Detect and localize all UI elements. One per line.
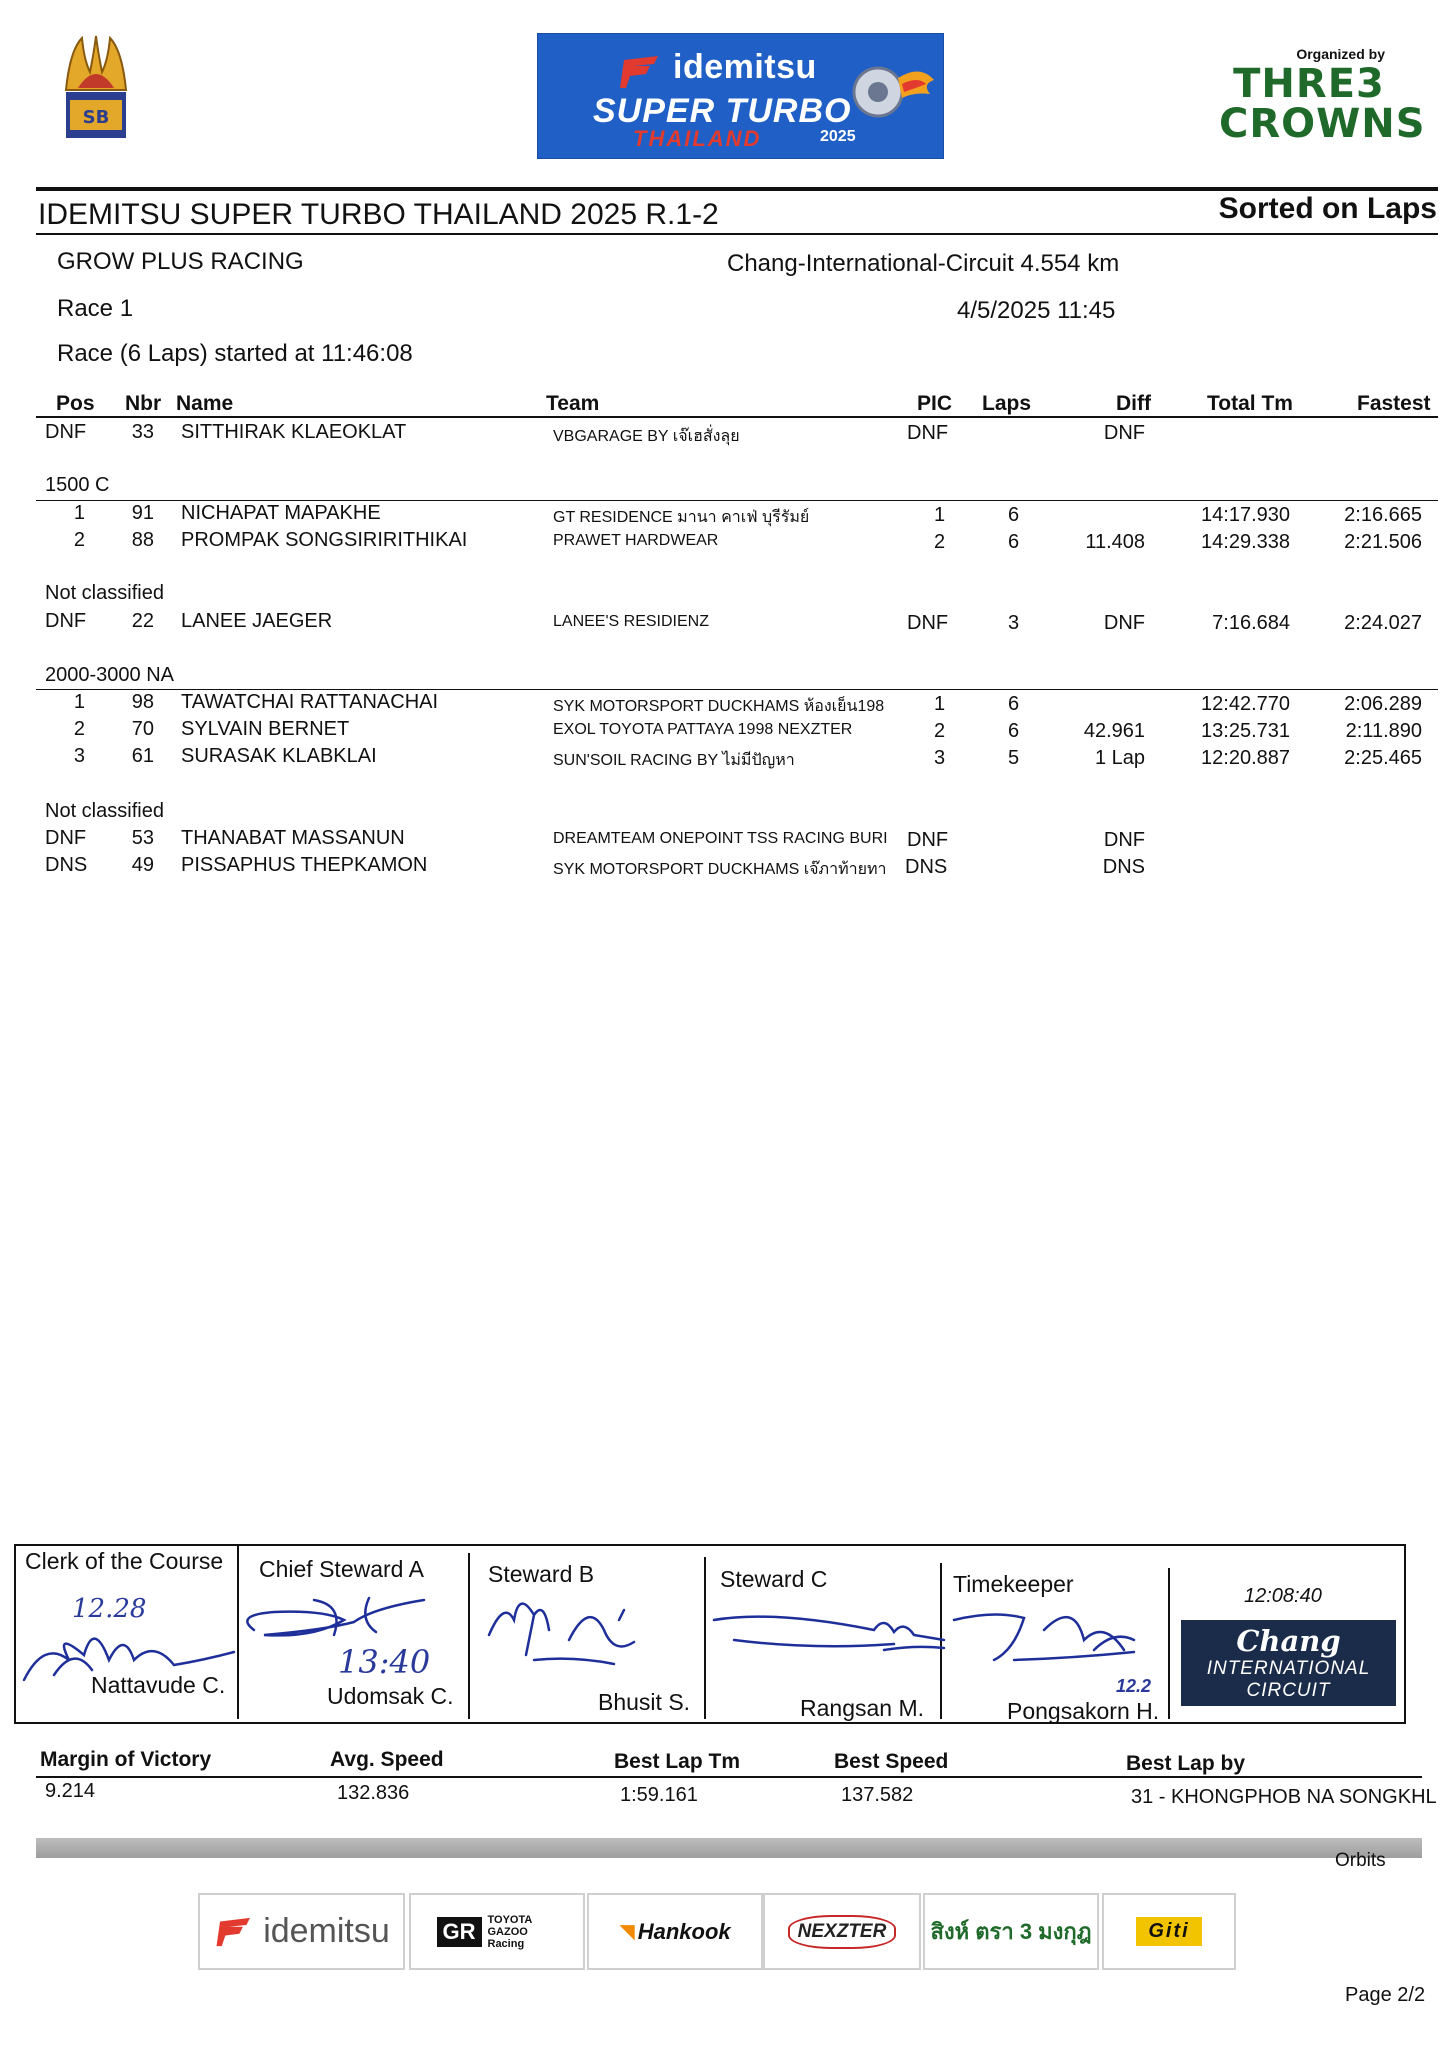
sponsor-three-crowns-beer-logo [923,1893,1099,1970]
cell-team: GT RESIDENCE มานา คาเฟ่ บุรีรัมย์ [553,509,810,526]
sponsor-hankook-logo [587,1893,763,1970]
cell-total: 12:20.887 [1201,747,1290,769]
steward-c-name: Rangsan M. [800,1695,925,1721]
section-rule [36,500,1438,501]
official-time: 12:08:40 [1244,1585,1322,1607]
clerk-name: Nattavude C. [91,1672,226,1698]
sponsor-name: idemitsu [263,1912,390,1950]
chief-steward-label: Chief Steward A [259,1556,424,1582]
cell-pic: 2 [934,531,946,553]
title-top-rule [36,187,1438,191]
chang-logo-line1: Chang [1236,1624,1341,1658]
turbo-icon [838,54,938,124]
chang-circuit-logo [1181,1620,1396,1706]
cell-nbr: 49 [131,854,154,876]
cell-name: NICHAPAT MAPAKHE [181,502,381,524]
banner-title: SUPER TURBO [593,92,852,130]
cell-team: PRAWET HARDWEAR [553,532,719,549]
sponsor-giti-logo [1102,1893,1236,1970]
hankook-mark-icon: ◥ [619,1921,635,1943]
sponsor-name: NEXZTER [788,1915,897,1949]
best-speed-value: 137.582 [841,1784,914,1806]
cell-team: DREAMTEAM ONEPOINT TSS RACING BURI [553,830,888,847]
sponsor-nexzter-logo [763,1893,921,1970]
cell-pos: 2 [73,718,85,740]
cell-team: SYK MOTORSPORT DUCKHAMS เจ๊ภาท้ายทา [553,861,887,878]
chief-steward-name: Udomsak C. [327,1683,454,1709]
banner-year: 2025 [820,128,856,145]
idemitsu-flame-icon [616,52,666,92]
cell-total: 13:25.731 [1201,720,1290,742]
cell-total: 14:29.338 [1201,531,1290,553]
col-total: Total Tm [1207,392,1293,415]
cell-nbr: 98 [131,691,154,713]
cell-fastest: 2:25.465 [1344,747,1422,769]
cell-fastest: 2:16.665 [1344,504,1422,526]
gr-badge-icon: GR [437,1917,482,1947]
col-pic: PIC [917,392,953,415]
cell-pic: 2 [934,720,946,742]
cell-nbr: 70 [131,718,154,740]
cell-name: SYLVAIN BERNET [181,718,350,740]
cell-diff: 11.408 [1085,531,1145,553]
cell-team: LANEE'S RESIDIENZ [553,613,709,630]
not-classified-label: Not classified [45,582,164,604]
cell-total: 12:42.770 [1201,693,1290,715]
timekeeper-label: Timekeeper [953,1571,1074,1597]
banner-country: THAILAND [633,126,762,151]
clerk-label: Clerk of the Course [25,1548,224,1574]
cell-diff: DNS [1102,856,1145,878]
cell-name: TAWATCHAI RATTANACHAI [181,691,439,713]
cell-diff: DNF [1103,422,1145,444]
cell-fastest: 2:11.890 [1345,720,1422,742]
cell-nbr: 22 [131,610,154,632]
sponsor-name: TOYOTA GAZOO Racing [487,1913,532,1950]
chief-handwritten-time: 13:40 [338,1643,431,1681]
cell-pic: 1 [934,693,946,715]
class-section-label: 2000-3000 NA [45,664,174,686]
banner-brand: idemitsu [673,48,817,86]
avg-speed-value: 132.836 [337,1782,410,1804]
sponsor-idemitsu-logo [198,1893,405,1970]
sponsor-name: สิงห์ ตรา 3 มงกุฎ [930,1919,1092,1944]
margin-value: 9.214 [45,1780,96,1802]
cell-name: THANABAT MASSANUN [181,827,405,849]
sort-mode: Sorted on Laps [1218,192,1437,225]
cell-laps: 6 [1008,720,1020,742]
best-lap-label: Best Lap Tm [614,1750,741,1773]
cell-fastest: 2:21.506 [1344,531,1422,553]
svg-text:SB: SB [82,107,110,128]
cell-name: SURASAK KLABKLAI [181,745,377,767]
cell-pic: DNF [907,422,949,444]
page-number: Page 2/2 [1345,1984,1426,2006]
circuit-name: Chang-International-Circuit 4.554 km [727,250,1120,277]
cell-name: LANEE JAEGER [181,610,333,632]
timekeeper-handwritten-time: 12.2 [1116,1676,1152,1696]
race-name: Race 1 [57,295,134,322]
sponsor-crest-logo [60,30,132,145]
cell-pic: DNF [907,612,949,634]
col-pos: Pos [56,392,95,415]
sponsor-toyota-gazoo-logo [409,1893,585,1970]
cell-laps: 6 [1008,504,1020,526]
col-fastest: Fastest [1357,392,1431,415]
chang-logo-line2: INTERNATIONAL [1206,1658,1371,1679]
cell-pos: DNF [45,610,87,632]
col-diff: Diff [1116,392,1151,415]
class-section-label: 1500 C [45,474,110,496]
sponsor-name: Giti [1136,1917,1201,1946]
cell-pos: 1 [73,502,85,524]
avg-speed-label: Avg. Speed [330,1748,444,1771]
cell-fastest: 2:24.027 [1344,612,1422,634]
cell-laps: 3 [1008,612,1020,634]
cell-diff: DNF [1103,612,1145,634]
sponsor-name: Hankook [637,1918,731,1944]
cell-diff: 42.961 [1083,720,1145,742]
cell-pos: 2 [73,529,85,551]
cell-nbr: 33 [131,421,154,443]
col-team: Team [546,392,600,415]
cell-nbr: 91 [131,502,154,524]
cell-pos: DNF [45,827,87,849]
summary-rule [36,1776,1422,1778]
timekeeper-name: Pongsakorn H. [1007,1698,1160,1724]
header-rule [36,416,1438,418]
cell-pos: DNF [45,421,87,443]
cell-total: 14:17.930 [1201,504,1290,526]
cell-laps: 5 [1008,747,1020,769]
cell-laps: 6 [1008,693,1020,715]
class-name: GROW PLUS RACING [57,248,304,275]
cell-laps: 6 [1008,531,1020,553]
col-nbr: Nbr [125,392,162,415]
not-classified-label: Not classified [45,800,164,822]
cell-pos: 1 [73,691,85,713]
cell-team: VBGARAGE BY เจ๊เฮสั่งลุย [553,428,740,445]
cell-fastest: 2:06.289 [1344,693,1422,715]
organized-by-label: Organized by [1296,46,1385,62]
cell-nbr: 61 [131,745,154,767]
title-bottom-rule [36,233,1438,235]
cell-pic: 3 [934,747,946,769]
col-laps: Laps [982,392,1032,415]
steward-b-name: Bhusit S. [598,1689,691,1715]
idemitsu-flame-icon [213,1913,257,1951]
best-speed-label: Best Speed [834,1750,949,1773]
orbits-label: Orbits [1335,1850,1386,1871]
cell-total: 7:16.684 [1212,612,1290,634]
best-lap-value: 1:59.161 [620,1784,698,1806]
cell-pos: DNS [45,854,88,876]
cell-pic: DNS [905,856,948,878]
cell-name: PISSAPHUS THEPKAMON [181,854,428,876]
organizer-line1: THRE3 [1233,61,1385,107]
cell-name: PROMPAK SONGSIRIRITHIKAI [181,529,468,551]
clerk-handwritten-time: 12.28 [72,1594,147,1624]
chang-logo-line3: CIRCUIT [1246,1680,1331,1701]
cell-team: EXOL TOYOTA PATTAYA 1998 NEXZTER [553,721,853,738]
cell-name: SITTHIRAK KLAEOKLAT [181,421,407,443]
cell-diff: DNF [1103,829,1145,851]
cell-team: SYK MOTORSPORT DUCKHAMS ห้องเย็น198 [553,698,885,715]
cell-nbr: 53 [131,827,154,849]
cell-pic: DNF [907,829,949,851]
best-lap-by-label: Best Lap by [1126,1752,1246,1775]
cell-pos: 3 [73,745,85,767]
organizer-logo [1219,61,1426,147]
cell-team: SUN'SOIL RACING BY ไม่มีปัญหา [553,752,795,769]
best-lap-by-value: 31 - KHONGPHOB NA SONGKHL [1131,1786,1437,1808]
cell-nbr: 88 [131,529,154,551]
margin-label: Margin of Victory [40,1748,212,1771]
cell-pic: 1 [934,504,946,526]
steward-c-label: Steward C [720,1566,828,1592]
organizer-line2: CROWNS [1219,101,1426,147]
col-name: Name [176,392,234,415]
race-datetime: 4/5/2025 11:45 [957,297,1116,324]
section-rule [36,689,1438,690]
cell-diff: 1 Lap [1094,747,1145,769]
document-title: IDEMITSU SUPER TURBO THAILAND 2025 R.1-2 [38,198,719,231]
steward-b-label: Steward B [488,1561,595,1587]
orbits-bar [36,1838,1422,1858]
event-banner-logo [537,33,944,159]
race-info: Race (6 Laps) started at 11:46:08 [57,340,413,367]
